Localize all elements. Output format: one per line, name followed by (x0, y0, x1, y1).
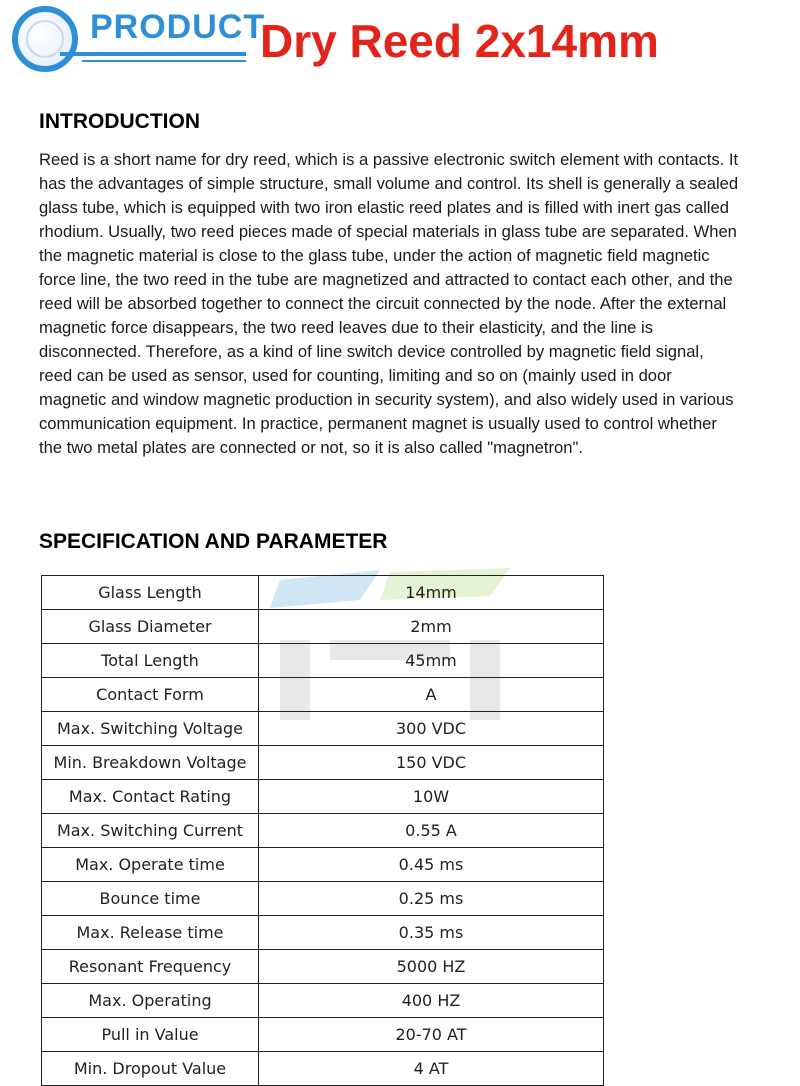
introduction-body: Reed is a short name for dry reed, which is a passive electronic switch element with contacts. It has the advantages of simple structure, small volume and control. Its shell is generally a sealed glass tube, which is equipped with two iron elastic reed plates and is filled with inert gas called rhodium. Usually, two reed pieces made of special materials in glass tube are separated. When the magnetic material is close to the glass tube, under the action of magnetic field magnetic force line, the two reed in the tube are magnetized and attracted to contact each other, and the reed will be absorbed together to connect the circuit connected by the node. After the external magnetic force disappears, the two reed leaves due to their elasticity, and the line is disconnected. Therefore, as a kind of line switch device controlled by magnetic field signal, reed can be used as sensor, used for counting, limiting and so on (mainly used in door magnetic and window magnetic production in security system), and also widely used in various communication equipment. In practice, permanent magnet is usually used to control whether the two metal plates are connected or not, so it is also called "magnetron". (39, 150, 739, 457)
table-row (42, 610, 604, 644)
parameter-name: Max. Switching Current (42, 814, 259, 848)
table-row (42, 950, 604, 984)
parameter-name: Max. Operate time (42, 848, 259, 882)
logo-lens-icon (12, 6, 78, 72)
parameter-name: Contact Form (42, 678, 259, 712)
parameter-value: 0.25 ms (259, 882, 604, 916)
parameter-name: Min. Dropout Value (42, 1052, 259, 1086)
parameter-name: Bounce time (42, 882, 259, 916)
table-row (42, 848, 604, 882)
parameter-value: A (259, 678, 604, 712)
page-title: Dry Reed 2x14mm (260, 15, 659, 67)
specification-table (41, 575, 604, 1086)
table-row (42, 1018, 604, 1052)
parameter-name: Pull in Value (42, 1018, 259, 1052)
table-row (42, 576, 604, 610)
parameter-name: Max. Switching Voltage (42, 712, 259, 746)
parameter-name: Resonant Frequency (42, 950, 259, 984)
introduction-heading: INTRODUCTION (39, 110, 200, 133)
table-row (42, 814, 604, 848)
parameter-value: 150 VDC (259, 746, 604, 780)
parameter-name: Min. Breakdown Voltage (42, 746, 259, 780)
specification-table-body (42, 576, 604, 1086)
table-row (42, 644, 604, 678)
logo-underline (60, 52, 246, 56)
parameter-value: 0.35 ms (259, 916, 604, 950)
parameter-value: 2mm (259, 610, 604, 644)
parameter-value: 4 AT (259, 1052, 604, 1086)
parameter-value: 5000 HZ (259, 950, 604, 984)
table-row (42, 712, 604, 746)
parameter-name: Max. Release time (42, 916, 259, 950)
table-row (42, 746, 604, 780)
header (0, 0, 800, 90)
table-row (42, 780, 604, 814)
parameter-name: Glass Length (42, 576, 259, 610)
specification-heading: SPECIFICATION AND PARAMETER (39, 530, 388, 553)
parameter-value: 0.45 ms (259, 848, 604, 882)
parameter-name: Max. Contact Rating (42, 780, 259, 814)
table-row (42, 984, 604, 1018)
parameter-value: 20-70 AT (259, 1018, 604, 1052)
logo-text: PRODUCT (90, 8, 266, 46)
logo-underline-thin (82, 60, 246, 62)
parameter-value: 14mm (259, 576, 604, 610)
table-row (42, 678, 604, 712)
table-row (42, 1052, 604, 1086)
parameter-value: 10W (259, 780, 604, 814)
parameter-name: Total Length (42, 644, 259, 678)
parameter-name: Max. Operating (42, 984, 259, 1018)
parameter-name: Glass Diameter (42, 610, 259, 644)
parameter-value: 400 HZ (259, 984, 604, 1018)
parameter-value: 0.55 A (259, 814, 604, 848)
table-row (42, 916, 604, 950)
table-row (42, 882, 604, 916)
parameter-value: 300 VDC (259, 712, 604, 746)
parameter-value: 45mm (259, 644, 604, 678)
